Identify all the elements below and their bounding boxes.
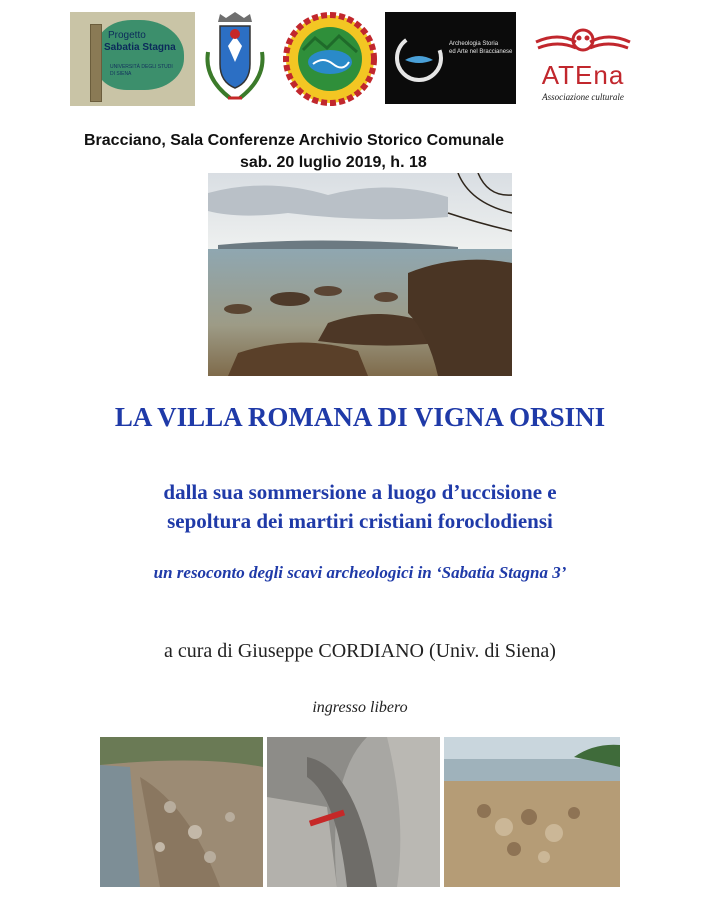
municipal-crest-icon bbox=[200, 12, 270, 106]
atena-logo-name: ATEna bbox=[541, 60, 625, 90]
subtitle-line1: dalla sua sommersione a luogo d’uccisione e bbox=[163, 480, 557, 504]
free-entry-note: ingresso libero bbox=[312, 699, 408, 716]
event-info bbox=[84, 130, 644, 174]
sabatia-logo-line3: UNIVERSITÀ DEGLI STUDI bbox=[110, 64, 173, 70]
atena-logo bbox=[528, 12, 638, 106]
archeo-logo-line1: Archeologia Storia bbox=[449, 41, 499, 47]
sabatia-logo-line1: Progetto bbox=[108, 30, 146, 41]
subtitle-line2: sepoltura dei martiri cristiani foroclodiensi bbox=[167, 509, 553, 533]
regional-park-logo-icon bbox=[283, 12, 378, 106]
subtitle bbox=[0, 478, 720, 536]
excavation-photo-2 bbox=[267, 737, 440, 887]
report-line: un resoconto degli scavi archeologici in ‘Sabatia Stagna 3’ bbox=[153, 563, 567, 582]
excavation-photos bbox=[0, 737, 720, 887]
lake-shore-photo bbox=[208, 173, 512, 376]
excavation-photo-1 bbox=[100, 737, 263, 887]
curator-line: a cura di Giuseppe CORDIANO (Univ. di Siena) bbox=[164, 640, 556, 662]
column-icon bbox=[90, 24, 102, 102]
sabatia-logo-line2: Sabatia Stagna bbox=[104, 42, 176, 53]
logo-row bbox=[0, 12, 720, 112]
atena-logo-tagline: Associazione culturale bbox=[542, 92, 624, 102]
event-venue: Bracciano, Sala Conferenze Archivio Storico Comunale bbox=[84, 132, 504, 149]
event-datetime: sab. 20 luglio 2019, h. 18 bbox=[240, 154, 427, 171]
page-title: LA VILLA ROMANA DI VIGNA ORSINI bbox=[114, 402, 606, 432]
sabatia-stagna-logo bbox=[70, 12, 195, 106]
archeo-logo-line2: ed Arte nel Braccianese bbox=[449, 49, 513, 55]
archeologia-logo bbox=[385, 12, 516, 104]
excavation-photo-3 bbox=[444, 737, 620, 887]
sabatia-logo-line4: DI SIENA bbox=[110, 71, 132, 77]
